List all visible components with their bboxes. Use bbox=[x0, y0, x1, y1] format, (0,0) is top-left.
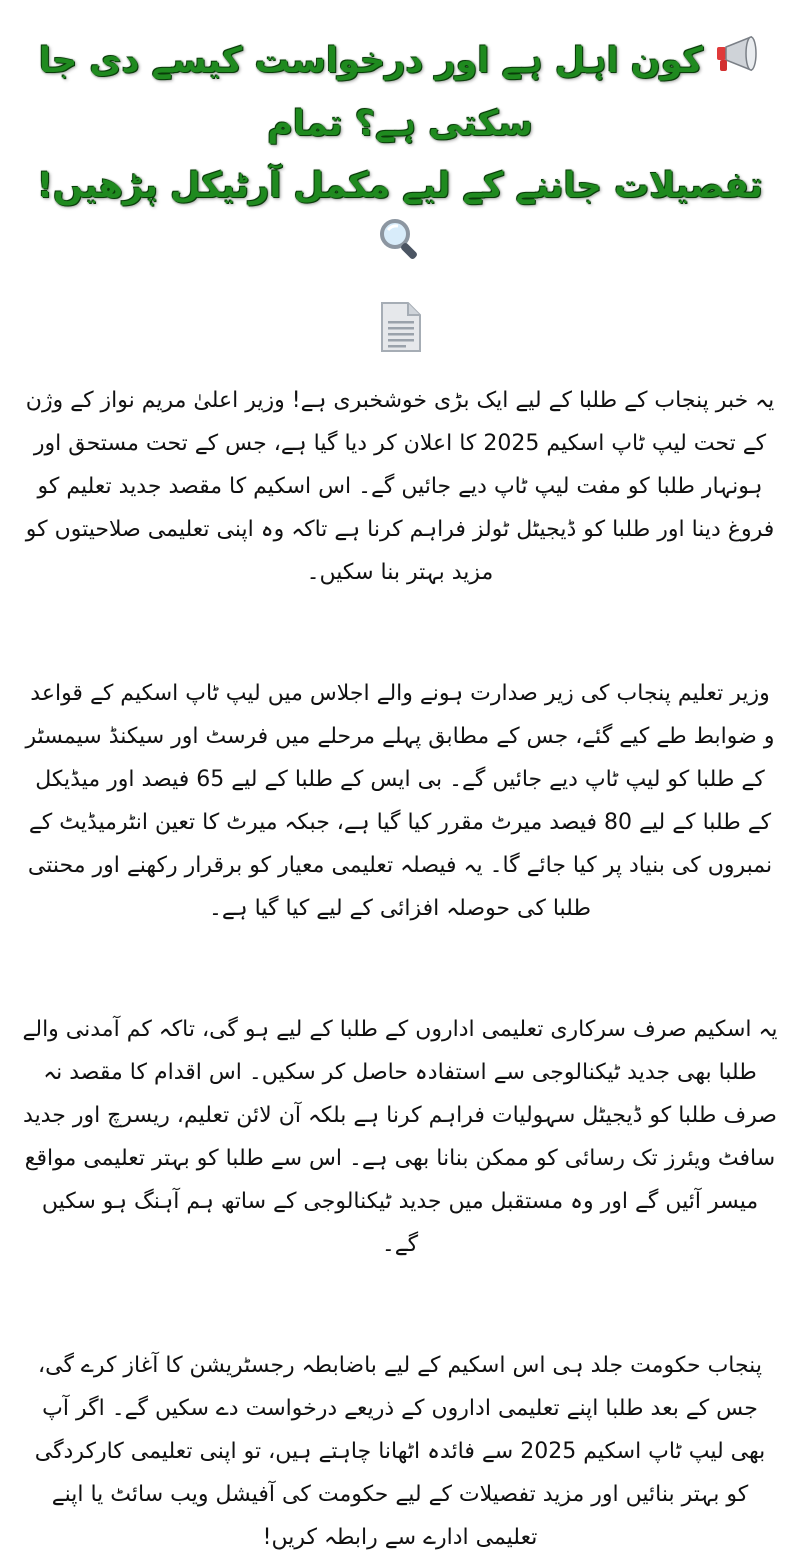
paragraph-registration: پنجاب حکومت جلد ہی اس اسکیم کے لیے باضابطہ رجسٹریشن کا آغاز کرے گی، جس کے بعد طلبا اپنے تعلیمی اداروں کے ذریعے درخواست دے سکیں گے۔ اگر آپ بھی لیپ ٹاپ اسکیم 2025 سے فائدہ اٹھانا چاہتے ہیں، تو اپنی تعلیمی کارکردگی کو بہتر بنائیں اور مزید تفصیلات کے لیے حکومت کی آفیشل ویب سائٹ یا اپنے تعلیمی ادارے سے رابطہ کریں! bbox=[34, 1353, 766, 1550]
paragraph-announcement: یہ خبر پنجاب کے طلبا کے لیے ایک بڑی خوشخبری ہے! وزیر اعلیٰ مریم نواز کے وژن کے تحت لیپ ٹاپ اسکیم 2025 کا اعلان کر دیا گیا ہے، جس کے تحت مستحق اور ہونہار طلبا کو مفت لیپ ٹاپ دیے جائیں گے۔ اس اسکیم کا مقصد جدید تعلیم کو فروغ دینا اور طلبا کو ڈیجیٹل ٹولز فراہم کرنا ہے تاکہ وہ اپنی تعلیمی صلاحیتوں کو مزید بہتر بنا سکیں۔ bbox=[25, 388, 775, 585]
magnifying-glass-icon bbox=[378, 217, 422, 281]
paragraph-eligibility: وزیر تعلیم پنجاب کی زیر صدارت ہونے والے اجلاس میں لیپ ٹاپ اسکیم کے قواعد و ضوابط طے کیے گئے، جس کے مطابق پہلے مرحلے میں فرسٹ اور سیکنڈ سیمسٹر کے طلبا کو لیپ ٹاپ دیے جائیں گے۔ بی ایس کے طلبا کے لیے 65 فیصد اور میڈیکل کے طلبا کے لیے 80 فیصد میرٹ مقرر کیا گیا ہے، جبکہ میرٹ کا تعین انٹرمیڈیٹ کے نمبروں کی بنیاد پر کیا جائے گا۔ یہ فیصلہ تعلیمی معیار کو برقرار رکھنے اور محنتی طلبا کی حوصلہ افزائی کے لیے کیا گیا ہے۔ bbox=[25, 681, 775, 921]
megaphone-icon bbox=[715, 31, 761, 93]
headline-line-1: کون اہل ہے اور درخواست کیسے دی جا سکتی ہے؟ تمام bbox=[38, 41, 703, 144]
document-icon bbox=[378, 338, 422, 357]
paragraph-scope: یہ اسکیم صرف سرکاری تعلیمی اداروں کے طلبا کے لیے ہو گی، تاکہ کم آمدنی والے طلبا بھی جدید ٹیکنالوجی سے استفادہ حاصل کر سکیں۔ اس اقدام کا مقصد نہ صرف طلبا کو ڈیجیٹل سہولیات فراہم کرنا ہے بلکہ آن لائن تعلیم، ریسرچ اور جدید سافٹ ویئرز تک رسائی کو ممکن بنانا بھی ہے۔ اس سے طلبا کو بہتر تعلیمی مواقع میسر آئیں گے اور وہ مستقبل میں جدید ٹیکنالوجی کے ساتھ ہم آہنگ ہو سکیں گے۔ bbox=[22, 1017, 778, 1257]
article-headline bbox=[22, 30, 778, 281]
headline-line-2: تفصیلات جاننے کے لیے مکمل آرٹیکل پڑھیں! bbox=[37, 166, 763, 206]
